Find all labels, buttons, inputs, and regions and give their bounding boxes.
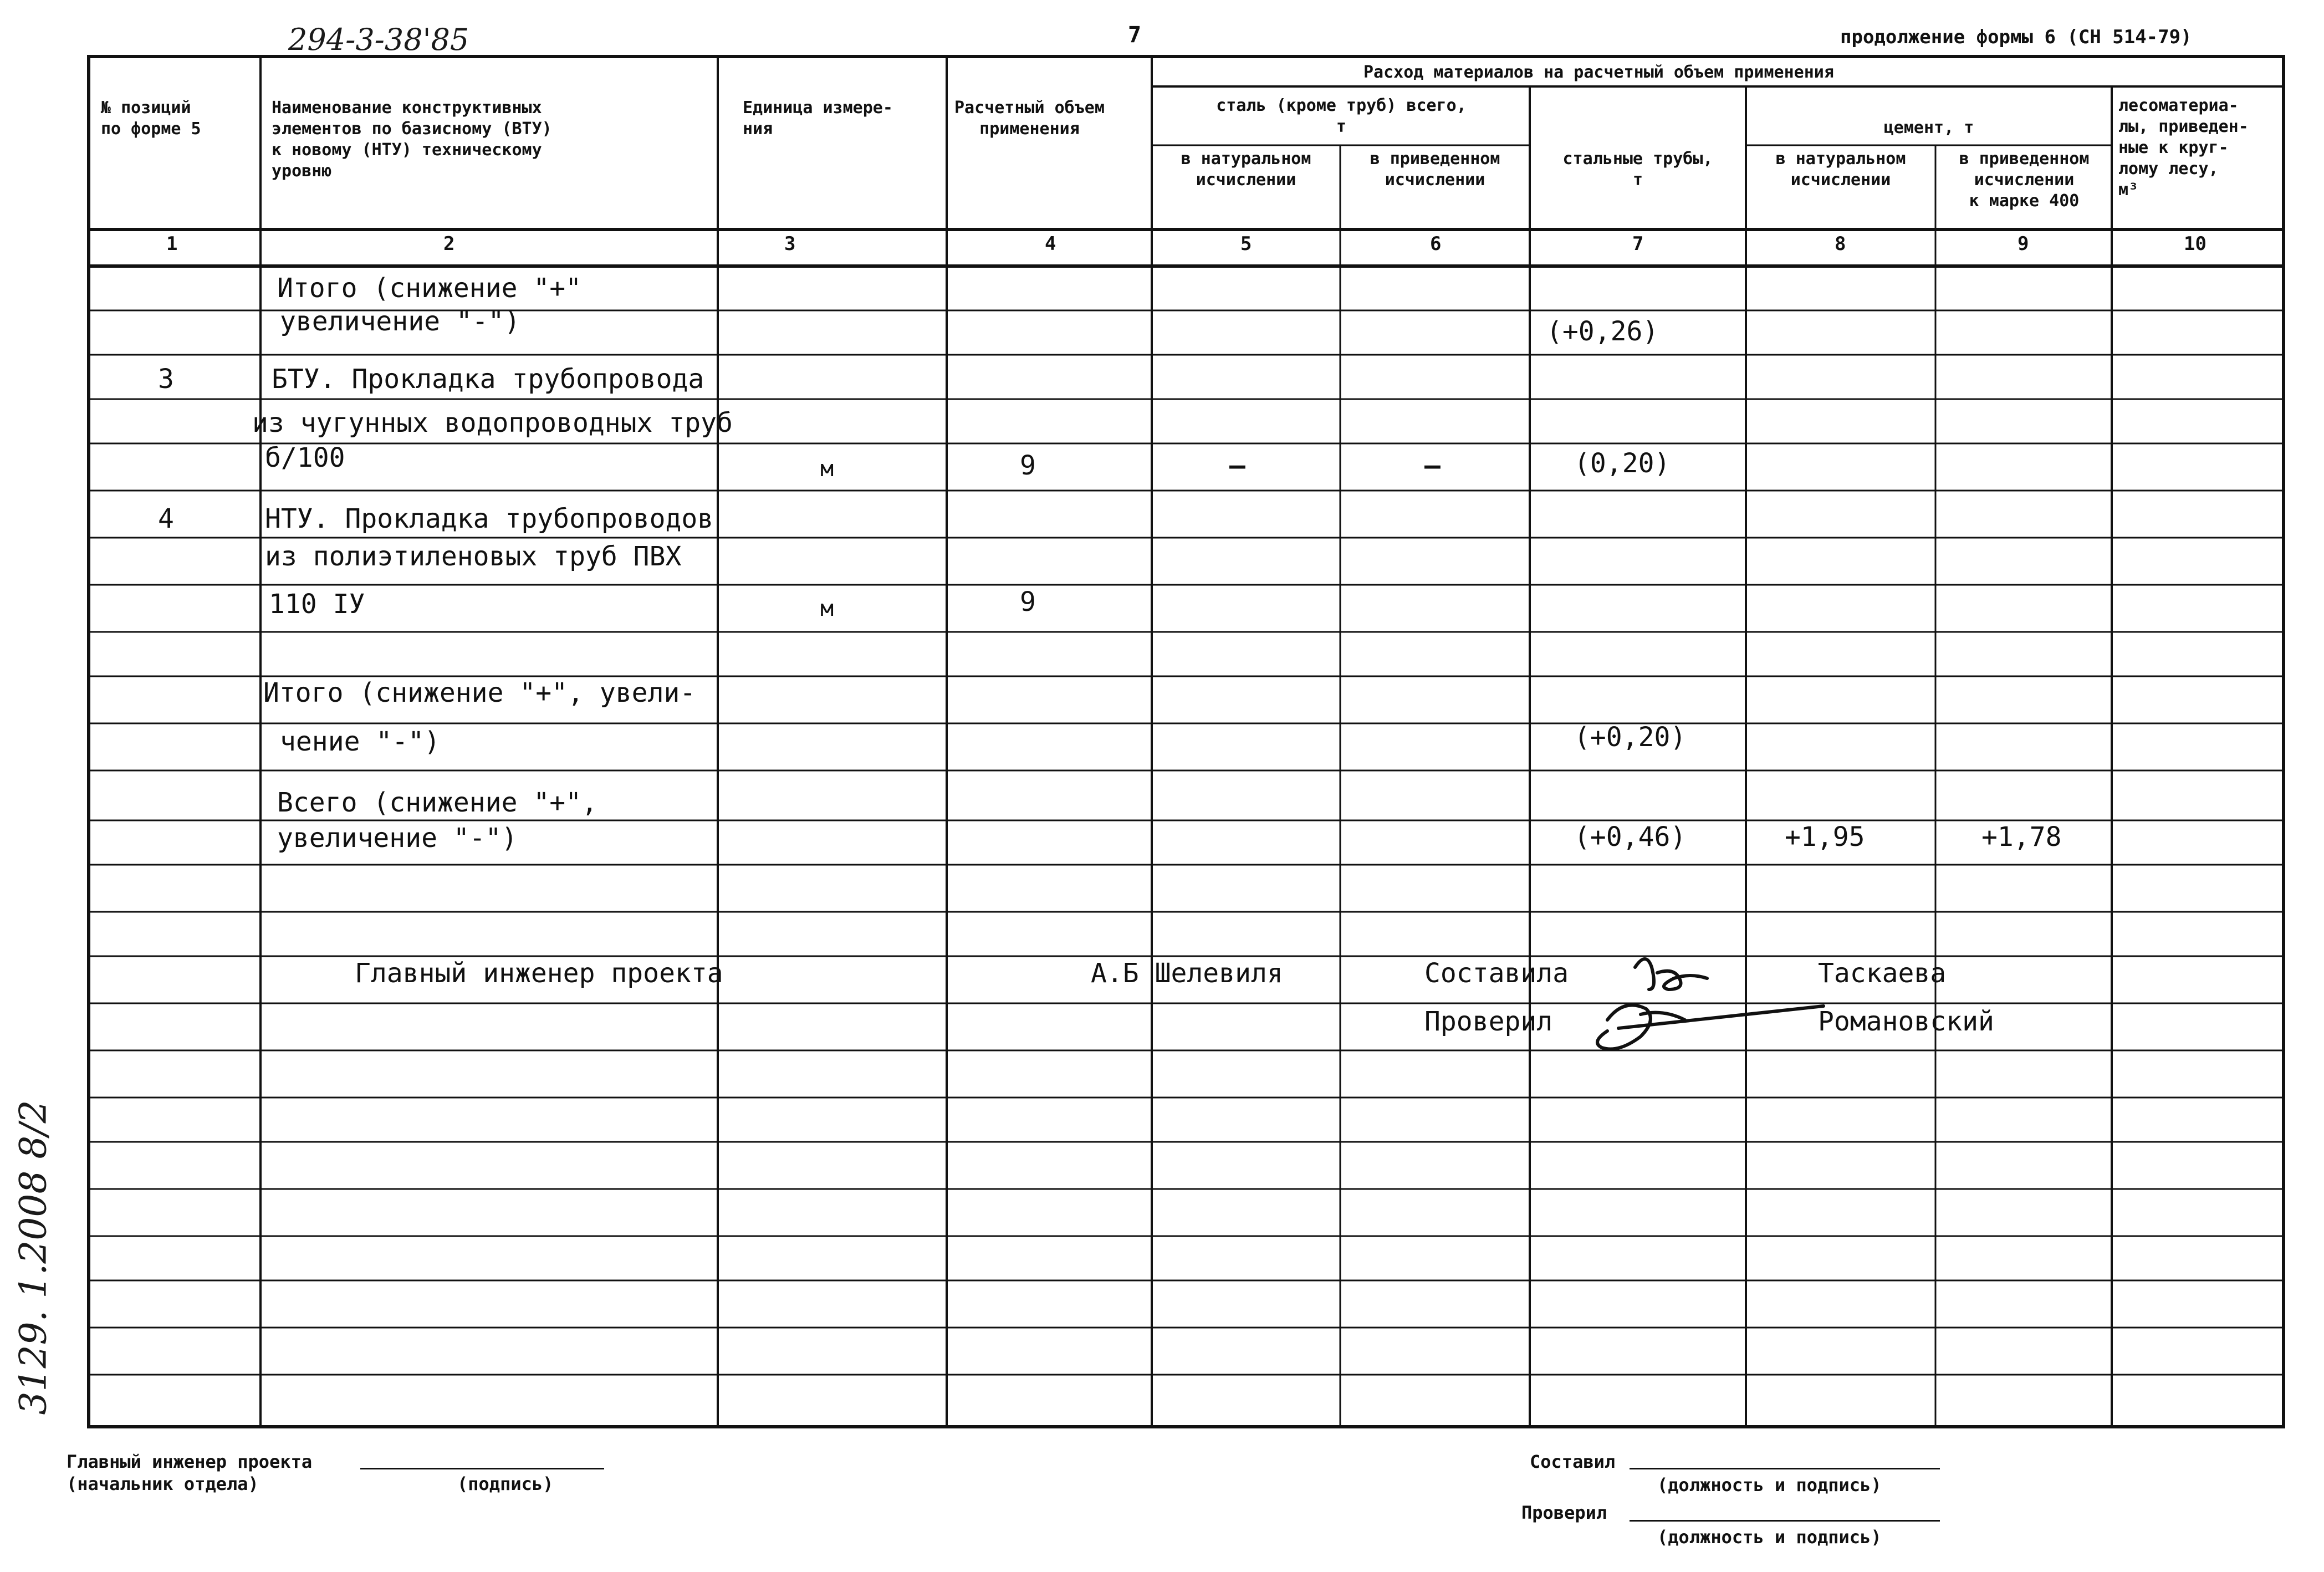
colnum-9: 9: [2017, 233, 2029, 255]
col7-header: стальные трубы, т: [1562, 149, 1713, 190]
row6-name: НТУ. Прокладка трубопроводов: [265, 503, 714, 534]
materials-group-title: Расход материалов на расчетный объем применения: [1363, 63, 1834, 82]
row5-name: б/100: [265, 442, 345, 473]
row3-name: БТУ. Прокладка трубопровода: [272, 364, 704, 395]
footer-checked-line: [1630, 1520, 1940, 1522]
footer-checked-label: Проверил: [1521, 1502, 1607, 1523]
checked-name: Романовский: [1818, 1006, 1994, 1037]
row8-unit: м: [820, 596, 834, 621]
row8-volume: 9: [1020, 586, 1036, 617]
compiled-name: Таскаева: [1818, 958, 1947, 989]
row5-steel-reduced: –: [1424, 450, 1441, 481]
colnum-8: 8: [1835, 233, 1846, 255]
col5-header: в натуральном исчислении: [1181, 149, 1311, 190]
row2-steel-pipes: (+0,26): [1546, 316, 1659, 347]
compiled-label: Составила: [1424, 958, 1569, 989]
row5-volume: 9: [1020, 450, 1036, 481]
row5-unit: м: [820, 456, 834, 482]
col1-header: № позиций по форме 5: [101, 98, 201, 139]
footer-chief-label: Главный инженер проекта: [67, 1451, 313, 1472]
col9-header: в приведенном исчислении к марке 400: [1959, 149, 2090, 211]
chief-engineer-label: Главный инженер проекта: [355, 958, 723, 989]
footer-position-sign-1: (должность и подпись): [1657, 1474, 1882, 1496]
row11-steel-pipes: (+0,20): [1574, 722, 1687, 753]
col4-header: Расчетный объем применения: [954, 98, 1105, 139]
row3-position: 3: [158, 364, 174, 395]
row13-cement-reduced: +1,78: [1981, 821, 2062, 853]
footer-compiled-line: [1630, 1468, 1940, 1469]
steel-header: сталь (кроме труб) всего, т: [1216, 96, 1467, 136]
row13-cement-natural: +1,95: [1785, 821, 1865, 853]
col10-header: лесоматериа- лы, приведен- ные к круг- лому лесу, м³: [2118, 96, 2249, 200]
footer-dept-label: (начальник отдела): [67, 1473, 259, 1494]
chief-engineer-name: А.Б Шелевиля: [1091, 958, 1283, 989]
col8-header: в натуральном исчислении: [1775, 149, 1906, 190]
row13-steel-pipes: (+0,46): [1574, 821, 1687, 853]
row5-steel-pipes: (0,20): [1574, 448, 1671, 479]
checked-label: Проверил: [1424, 1006, 1553, 1037]
colnum-1: 1: [166, 233, 178, 255]
row4-name: из чугунных водопроводных труб: [252, 407, 733, 438]
cement-header: цемент, т: [1883, 118, 1974, 137]
margin-handwritten-note: 3129. 1.2008 8/2: [12, 1100, 55, 1415]
page-number: 7: [1128, 22, 1142, 48]
row6-position: 4: [158, 503, 174, 534]
col2-header: Наименование конструктивных элементов по базисному (ВТУ) к новому (НТУ) техническому уровню: [272, 98, 552, 181]
colnum-5: 5: [1240, 233, 1252, 255]
row13-name: увеличение "-"): [277, 823, 518, 854]
row11-name: чение "-"): [280, 726, 440, 757]
row10-name: Итого (снижение "+", увели-: [263, 677, 696, 708]
colnum-6: 6: [1430, 233, 1442, 255]
footer-chief-signature-line: [360, 1468, 604, 1469]
row8-name: 110 IУ: [269, 589, 365, 620]
row7-name: из полиэтиленовых труб ПВХ: [265, 541, 682, 572]
footer-position-sign-2: (должность и подпись): [1657, 1527, 1882, 1548]
footer-compiled-label: Составил: [1530, 1451, 1616, 1472]
col3-header: Единица измере- ния: [743, 98, 893, 139]
footer-sign-label: (подпись): [457, 1473, 554, 1494]
row1-name: Итого (снижение "+": [277, 273, 582, 304]
row5-steel-natural: –: [1229, 450, 1245, 481]
form-continuation-note: продолжение формы 6 (СН 514-79): [1840, 26, 2192, 48]
document-number: 294-3-38'85: [288, 22, 469, 57]
colnum-2: 2: [443, 233, 455, 255]
row12-name: Всего (снижение "+",: [277, 787, 597, 818]
colnum-4: 4: [1045, 233, 1056, 255]
row2-name: увеличение "-"): [280, 306, 520, 337]
colnum-10: 10: [2184, 233, 2206, 255]
colnum-3: 3: [784, 233, 796, 255]
col6-header: в приведенном исчислении: [1370, 149, 1500, 190]
colnum-7: 7: [1632, 233, 1644, 255]
